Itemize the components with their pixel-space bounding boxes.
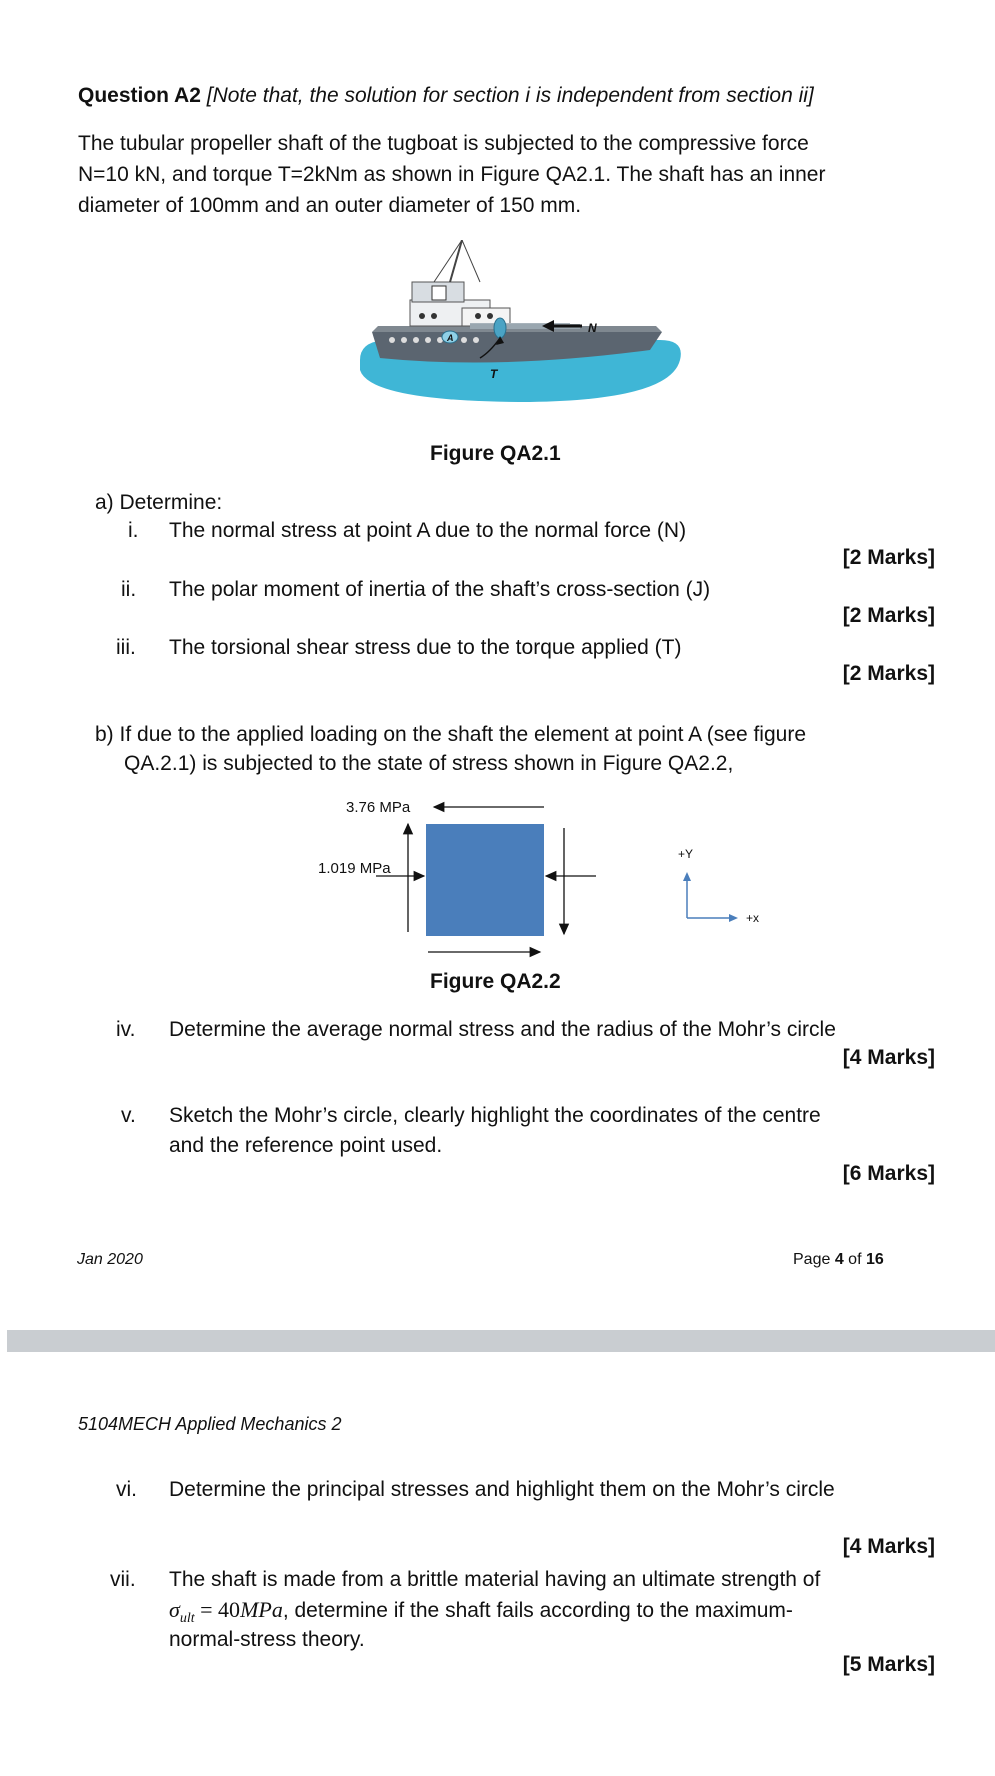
- part-b-line-1: b) If due to the applied loading on the shaft the element at point A (see figure: [95, 723, 806, 746]
- intro-line-2: N=10 kN, and torque T=2kNm as shown in Figure QA2.1. The shaft has an inner: [78, 163, 826, 186]
- item-v-line-2: and the reference point used.: [169, 1134, 443, 1157]
- axis-x-label: +x: [746, 911, 760, 925]
- item-vi-marks: [4 Marks]: [842, 1535, 935, 1558]
- label-n: N: [588, 321, 597, 335]
- item-iii-marks: [2 Marks]: [842, 662, 935, 685]
- item-iv-num: iv.: [116, 1018, 136, 1041]
- item-i-num: i.: [128, 519, 139, 542]
- part-a-heading: a) Determine:: [95, 491, 223, 514]
- item-i-text: The normal stress at point A due to the normal force (N): [169, 519, 687, 542]
- normal-label: 1.019 MPa: [318, 860, 391, 877]
- item-iii-text: The torsional shear stress due to the torque applied (T): [169, 636, 682, 659]
- footer-page: Page 4 of 16: [793, 1251, 884, 1268]
- item-iv-marks: [4 Marks]: [842, 1046, 935, 1069]
- part-b-line-2: QA.2.1) is subjected to the state of stress shown in Figure QA2.2,: [124, 752, 734, 775]
- item-v-line-1: Sketch the Mohr’s circle, clearly highlight the coordinates of the centre: [169, 1104, 821, 1127]
- question-note: [Note that, the solution for section i is independent from section ii]: [206, 84, 814, 107]
- item-iii-num: iii.: [116, 636, 136, 659]
- figure2-caption: Figure QA2.2: [430, 970, 561, 993]
- item-vii-line-3: normal-stress theory.: [169, 1628, 365, 1651]
- item-vi-num: vi.: [116, 1478, 137, 1501]
- shear-label: 3.76 MPa: [346, 799, 411, 816]
- tugboat-figure: [350, 240, 690, 440]
- intro-line-3: diameter of 100mm and an outer diameter of 150 mm.: [78, 194, 582, 217]
- item-vii-num: vii.: [110, 1568, 136, 1591]
- label-t: T: [490, 367, 498, 381]
- item-vii-marks: [5 Marks]: [842, 1653, 935, 1676]
- page2-header: 5104MECH Applied Mechanics 2: [78, 1414, 342, 1434]
- item-ii-text: The polar moment of inertia of the shaft’s cross-section (J): [169, 578, 711, 601]
- sigma-symbol: σ: [169, 1597, 180, 1622]
- item-vi-text: Determine the principal stresses and highlight them on the Mohr’s circle: [169, 1478, 835, 1501]
- item-iv-text: Determine the average normal stress and the radius of the Mohr’s circle: [169, 1018, 836, 1041]
- stress-element-figure: [300, 790, 780, 970]
- stress-element-square: [426, 824, 544, 936]
- page-separator: [7, 1330, 995, 1352]
- item-vii-line-1: The shaft is made from a brittle material having an ultimate strength of: [169, 1568, 821, 1591]
- footer-date: Jan 2020: [77, 1251, 143, 1268]
- question-label: Question A2: [78, 84, 201, 107]
- intro-line-1: The tubular propeller shaft of the tugboat is subjected to the compressive force: [78, 132, 809, 155]
- item-i-marks: [2 Marks]: [842, 546, 935, 569]
- item-v-num: v.: [121, 1104, 136, 1127]
- item-v-marks: [6 Marks]: [842, 1162, 935, 1185]
- item-ii-marks: [2 Marks]: [842, 604, 935, 627]
- question-heading: [78, 80, 814, 111]
- figure1-caption: Figure QA2.1: [430, 442, 561, 465]
- label-a: A: [447, 333, 454, 343]
- item-vii-line-2: $\sigma_{ult} = 40MPa$, determine if the shaft fails according to the maximum-: [169, 1597, 793, 1627]
- item-ii-num: ii.: [121, 578, 137, 601]
- axis-y-label: +Y: [678, 847, 694, 861]
